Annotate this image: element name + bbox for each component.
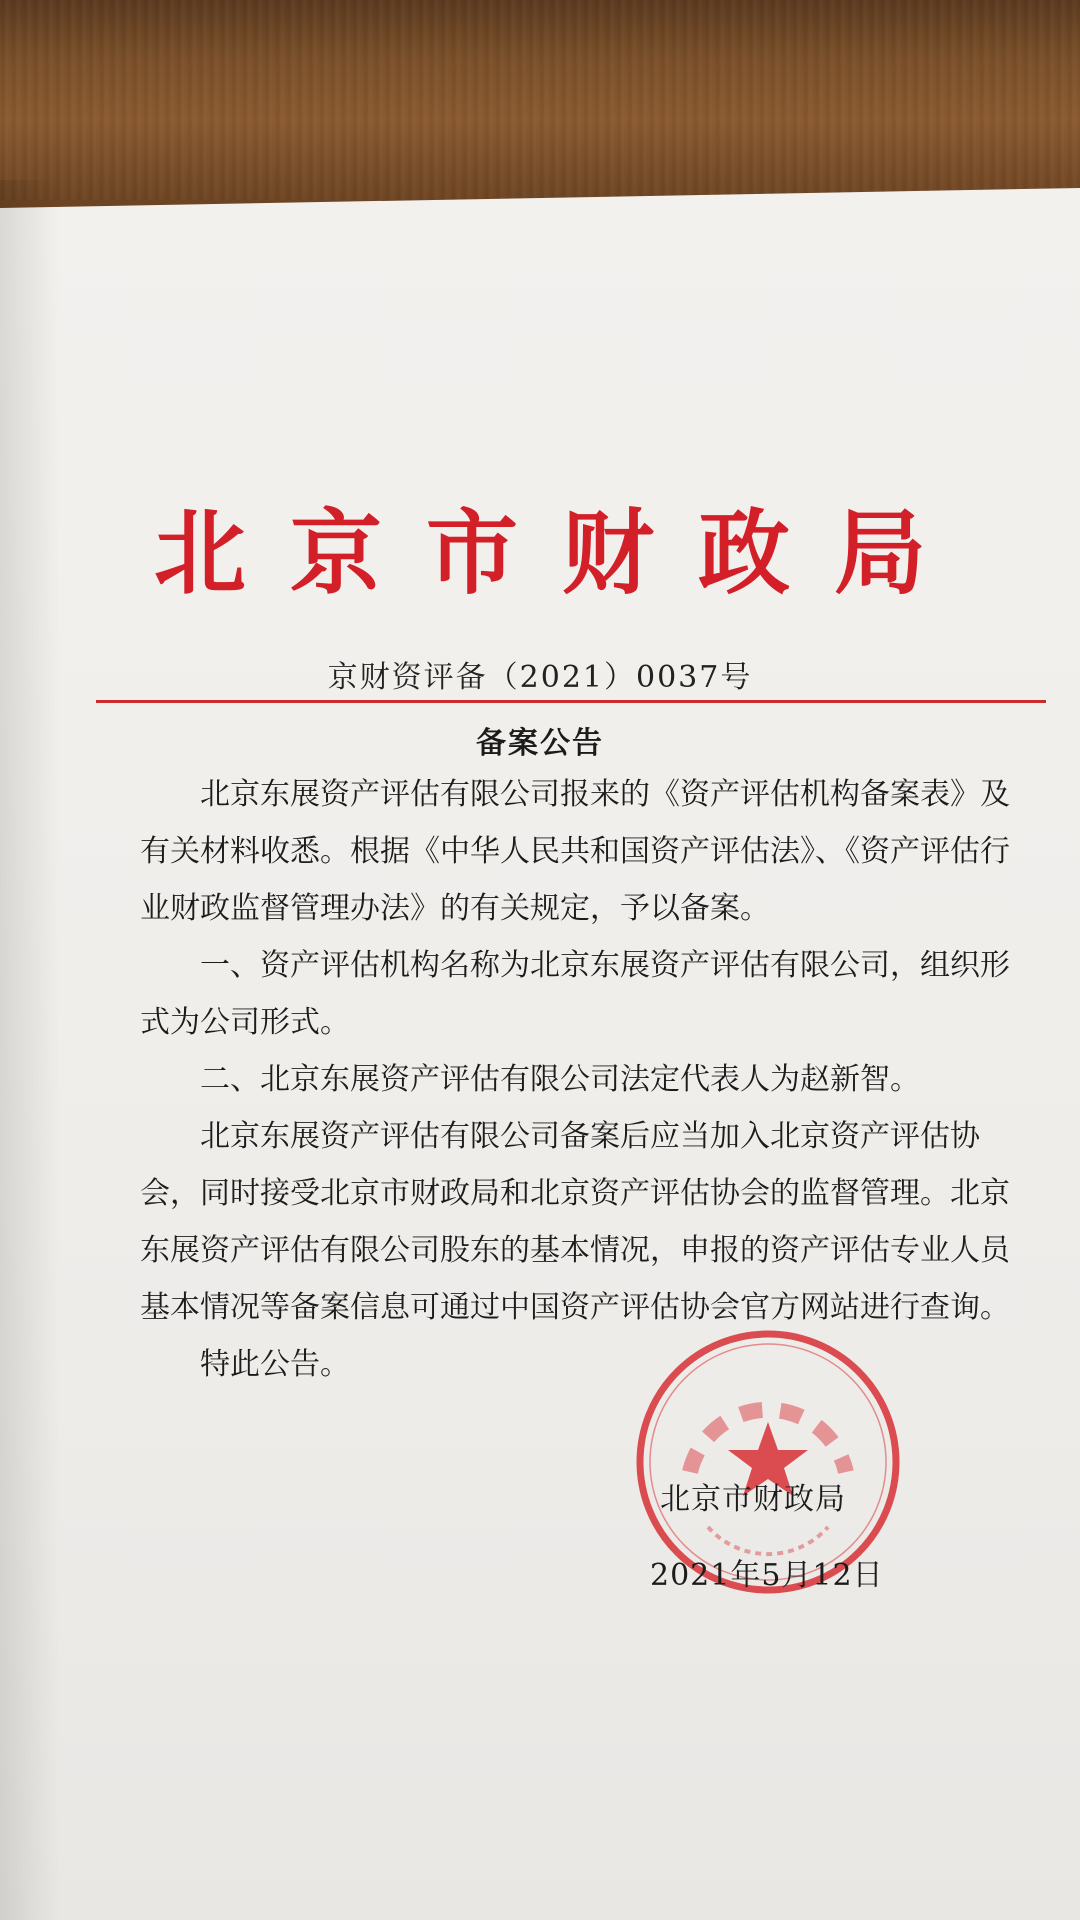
issuer-title: 北京市财政局 bbox=[153, 500, 970, 607]
paragraph-2: 一、资产评估机构名称为北京东展资产评估有限公司，组织形式为公司形式。 bbox=[140, 948, 1010, 1040]
notice-title: 备案公告 bbox=[476, 726, 604, 761]
wood-grain bbox=[0, 0, 1080, 200]
signature-issuer: 北京市财政局 bbox=[660, 1482, 846, 1517]
paragraph-1: 北京东展资产评估有限公司报来的《资产评估机构备案表》及有关材料收悉。根据《中华人民共和国资产评估法》、《资产评估行业财政监督管理办法》的有关规定，予以备案。 bbox=[140, 777, 1010, 926]
notice-body bbox=[140, 766, 1020, 1393]
red-divider-line bbox=[96, 700, 1046, 703]
document-number: 京财资评备（2021）0037号 bbox=[327, 660, 753, 695]
closing-statement: 特此公告。 bbox=[200, 1347, 350, 1382]
paragraph-4: 北京东展资产评估有限公司备案后应当加入北京资产评估协会，同时接受北京市财政局和北京资产评估协会的监督管理。北京东展资产评估有限公司股东的基本情况，申报的资产评估专业人员基本情况等备案信息可通过中国资产评估协会官方网站进行查询。 bbox=[140, 1119, 1010, 1325]
issue-date: 2021年5月12日 bbox=[650, 1558, 884, 1593]
paragraph-3: 二、北京东展资产评估有限公司法定代表人为赵新智。 bbox=[200, 1062, 920, 1097]
